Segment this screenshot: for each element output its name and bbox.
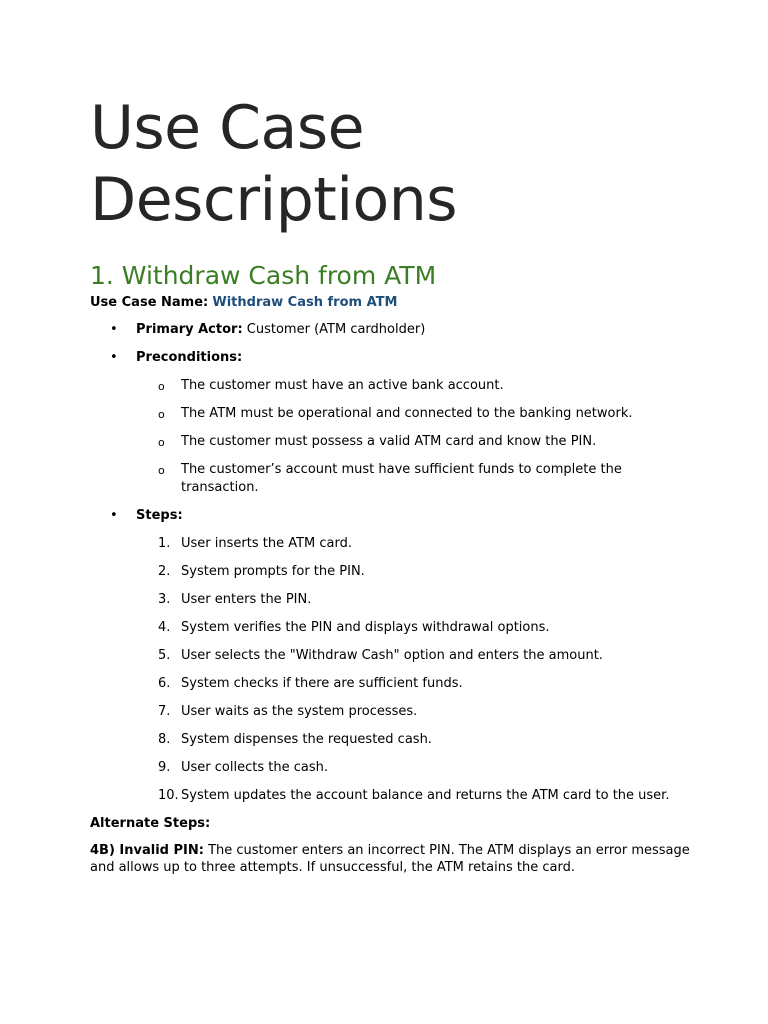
step-item: [136, 675, 690, 693]
bullet-icon: •: [110, 350, 118, 365]
document-title: [90, 92, 690, 236]
step-item: [136, 731, 690, 749]
step-number: 5.: [158, 648, 171, 663]
preconditions-label: Preconditions:: [136, 350, 243, 365]
step-item: [136, 759, 690, 777]
step-text: System prompts for the PIN.: [181, 564, 365, 579]
steps-list: [90, 535, 690, 805]
step-text: System verifies the PIN and displays withdrawal options.: [181, 620, 550, 635]
step-text: User waits as the system processes.: [181, 704, 418, 719]
step-item: [136, 563, 690, 581]
preconditions-list: [90, 377, 690, 497]
alternate-step-4b-label: 4B) Invalid PIN:: [90, 843, 204, 858]
step-number: 7.: [158, 704, 171, 719]
step-item: [136, 591, 690, 609]
use-case-name-label: Use Case Name:: [90, 295, 209, 310]
step-text: System updates the account balance and returns the ATM card to the user.: [181, 788, 670, 803]
precondition-item: [136, 377, 690, 395]
circle-bullet-icon: o: [158, 380, 165, 393]
preconditions-item: [90, 349, 690, 497]
circle-bullet-icon: o: [158, 408, 165, 421]
steps-item: [90, 507, 690, 805]
precondition-text: The customer must possess a valid ATM card and know the PIN.: [181, 434, 597, 449]
title-line-1: Use Case: [90, 93, 364, 163]
step-number: 1.: [158, 536, 171, 551]
alternate-step-4b-text: The customer enters an incorrect PIN. The ATM displays an error message and allows up to three attempts. If unsuccessful, the ATM retains the card.: [90, 843, 690, 875]
alternate-step-4b: [90, 842, 690, 876]
step-number: 6.: [158, 676, 171, 691]
precondition-text: The customer’s account must have sufficient funds to complete the transaction.: [181, 462, 622, 495]
step-text: System dispenses the requested cash.: [181, 732, 432, 747]
title-line-2: Descriptions: [90, 165, 457, 235]
step-item: [136, 619, 690, 637]
step-text: User selects the "Withdraw Cash" option and enters the amount.: [181, 648, 603, 663]
bullet-icon: •: [110, 508, 118, 523]
step-number: 10.: [158, 788, 179, 803]
step-item: [136, 647, 690, 665]
step-text: User inserts the ATM card.: [181, 536, 352, 551]
section-heading: 1. Withdraw Cash from ATM: [90, 261, 437, 290]
primary-actor-label: Primary Actor:: [136, 322, 243, 337]
step-text: User enters the PIN.: [181, 592, 312, 607]
circle-bullet-icon: o: [158, 464, 165, 477]
step-item: [136, 703, 690, 721]
step-number: 3.: [158, 592, 171, 607]
circle-bullet-icon: o: [158, 436, 165, 449]
use-case-name: [90, 294, 690, 312]
precondition-item: [136, 405, 690, 423]
precondition-text: The customer must have an active bank account.: [181, 378, 504, 393]
step-number: 4.: [158, 620, 171, 635]
alternate-steps-label: Alternate Steps:: [90, 816, 211, 831]
use-case-name-value: Withdraw Cash from ATM: [212, 295, 398, 310]
bullet-icon: •: [110, 322, 118, 337]
precondition-text: The ATM must be operational and connected to the banking network.: [181, 406, 633, 421]
step-text: User collects the cash.: [181, 760, 328, 775]
step-number: 8.: [158, 732, 171, 747]
step-item: [136, 535, 690, 553]
precondition-item: [136, 433, 690, 451]
step-number: 2.: [158, 564, 171, 579]
primary-actor-item: [90, 321, 690, 339]
step-number: 9.: [158, 760, 171, 775]
step-item: [136, 787, 690, 805]
step-text: System checks if there are sufficient funds.: [181, 676, 463, 691]
steps-label: Steps:: [136, 508, 183, 523]
use-case-details: [90, 321, 690, 805]
precondition-item: [136, 461, 690, 497]
primary-actor-value: Customer (ATM cardholder): [246, 322, 426, 337]
document-page: [90, 92, 690, 876]
